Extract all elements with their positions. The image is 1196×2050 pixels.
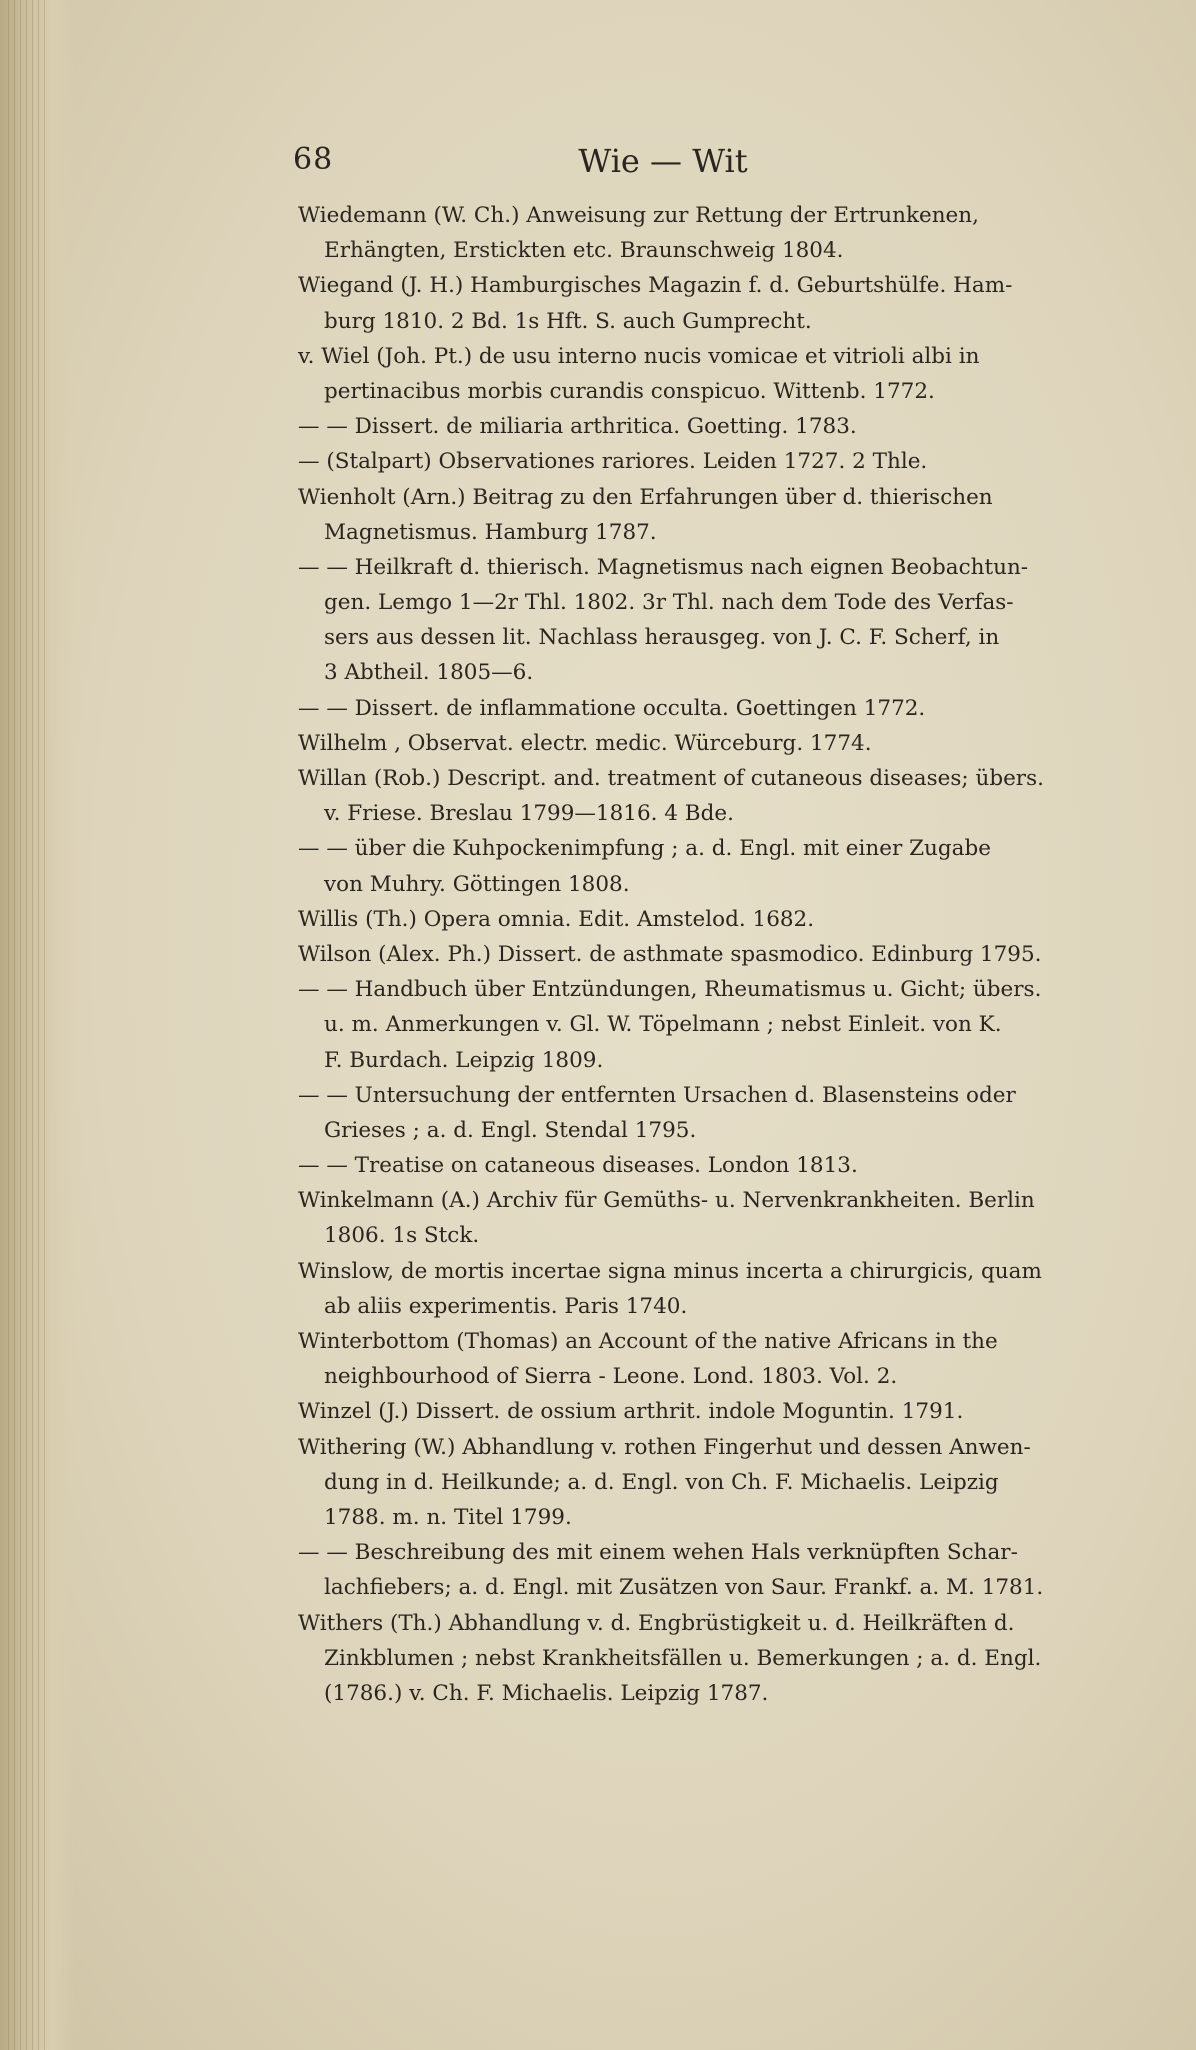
text-line: sers aus dessen lit. Nachlass herausgeg. von J. C. F. Scherf, in (324, 625, 1000, 651)
bibliography-entries (298, 198, 1196, 1711)
text-line: — — Untersuchung der entfernten Ursachen d. Blasensteins oder (298, 1082, 1016, 1108)
text-line: Erhängten, Erstickten etc. Braunschweig 1804. (324, 238, 844, 264)
text-line: Willis (Th.) Opera omnia. Edit. Amstelod. 1682. (298, 906, 815, 932)
text-line: Winkelmann (A.) Archiv für Gemüths- u. Nervenkrankheiten. Berlin (298, 1188, 1035, 1214)
text-line: von Muhry. Göttingen 1808. (324, 871, 630, 897)
running-head: Wie — Wit (578, 142, 748, 180)
text-line: Withering (W.) Abhandlung v. rothen Fingerhut und dessen Anwen- (298, 1434, 1031, 1460)
text-line: — — Dissert. de inflammatione occulta. Goettingen 1772. (298, 695, 926, 721)
text-line: Wiegand (J. H.) Hamburgisches Magazin f. d. Geburtshülfe. Ham- (298, 273, 1013, 299)
text-line: — — Beschreibung des mit einem wehen Hals verknüpften Schar- (298, 1540, 1018, 1566)
text-line: — — Dissert. de miliaria arthritica. Goetting. 1783. (298, 414, 857, 440)
text-line: Winzel (J.) Dissert. de ossium arthrit. indole Moguntin. 1791. (298, 1399, 964, 1425)
text-line: gen. Lemgo 1—2r Thl. 1802. 3r Thl. nach dem Tode des Verfas- (324, 590, 1014, 616)
text-line: — (Stalpart) Observationes rariores. Leiden 1727. 2 Thle. (298, 449, 928, 475)
text-line: 3 Abtheil. 1805—6. (324, 660, 534, 686)
text-line: — — Treatise on cataneous diseases. London 1813. (298, 1153, 858, 1179)
text-line: F. Burdach. Leipzig 1809. (324, 1047, 604, 1073)
text-line: pertinacibus morbis curandis conspicuo. Wittenb. 1772. (324, 378, 935, 404)
text-line: Willan (Rob.) Descript. and. treatment of cutaneous diseases; übers. (298, 766, 1044, 791)
text-line: — — Heilkraft d. thierisch. Magnetismus nach eignen Beobachtun- (298, 554, 1029, 580)
text-line: Winterbottom (Thomas) an Account of the native Africans in the (298, 1329, 998, 1354)
text-line: u. m. Anmerkungen v. Gl. W. Töpelmann ; nebst Einleit. von K. (324, 1012, 1002, 1038)
text-line: 1788. m. n. Titel 1799. (324, 1504, 572, 1530)
text-line: burg 1810. 2 Bd. 1s Hft. S. auch Gumprecht. (324, 308, 812, 334)
text-line: — — Handbuch über Entzündungen, Rheumatismus u. Gicht; übers. (298, 977, 1042, 1003)
text-line: lachfiebers; a. d. Engl. mit Zusätzen von Saur. Frankf. a. M. 1781. (324, 1575, 1044, 1601)
text-line: (1786.) v. Ch. F. Michaelis. Leipzig 1787. (324, 1680, 769, 1706)
text-line: dung in d. Heilkunde; a. d. Engl. von Ch. F. Michaelis. Leipzig (324, 1469, 999, 1495)
text-line: v. Wiel (Joh. Pt.) de usu interno nucis vomicae et vitrioli albi in (298, 343, 980, 369)
text-line: Withers (Th.) Abhandlung v. d. Engbrüstigkeit u. d. Heilkräften d. (298, 1610, 1015, 1636)
text-line: Magnetismus. Hamburg 1787. (324, 519, 657, 545)
text-line: Wiedemann (W. Ch.) Anweisung zur Rettung der Ertrunkenen, (298, 203, 979, 228)
page-number: 68 (293, 142, 334, 177)
text-line: Wilson (Alex. Ph.) Dissert. de asthmate spasmodico. Edinburg 1795. (298, 941, 1042, 967)
text-line: ab aliis experimentis. Paris 1740. (324, 1293, 688, 1319)
text-line: — — über die Kuhpockenimpfung ; a. d. Engl. mit einer Zugabe (298, 836, 991, 862)
text-line: Wienholt (Arn.) Beitrag zu den Erfahrungen über d. thierischen (298, 484, 993, 510)
text-line: Grieses ; a. d. Engl. Stendal 1795. (324, 1117, 697, 1143)
text-line: Zinkblumen ; nebst Krankheitsfällen u. Bemerkungen ; a. d. Engl. (324, 1645, 1042, 1671)
text-line: 1806. 1s Stck. (324, 1223, 480, 1249)
text-line: Wilhelm , Observat. electr. medic. Würceburg. 1774. (298, 730, 872, 756)
binding-texture (8, 0, 48, 2050)
text-line: Winslow, de mortis incertae signa minus incerta a chirurgicis, quam (298, 1258, 1042, 1284)
text-line: v. Friese. Breslau 1799—1816. 4 Bde. (324, 801, 734, 827)
text-line: neighbourhood of Sierra - Leone. Lond. 1803. Vol. 2. (324, 1364, 898, 1390)
page-header (293, 142, 973, 192)
